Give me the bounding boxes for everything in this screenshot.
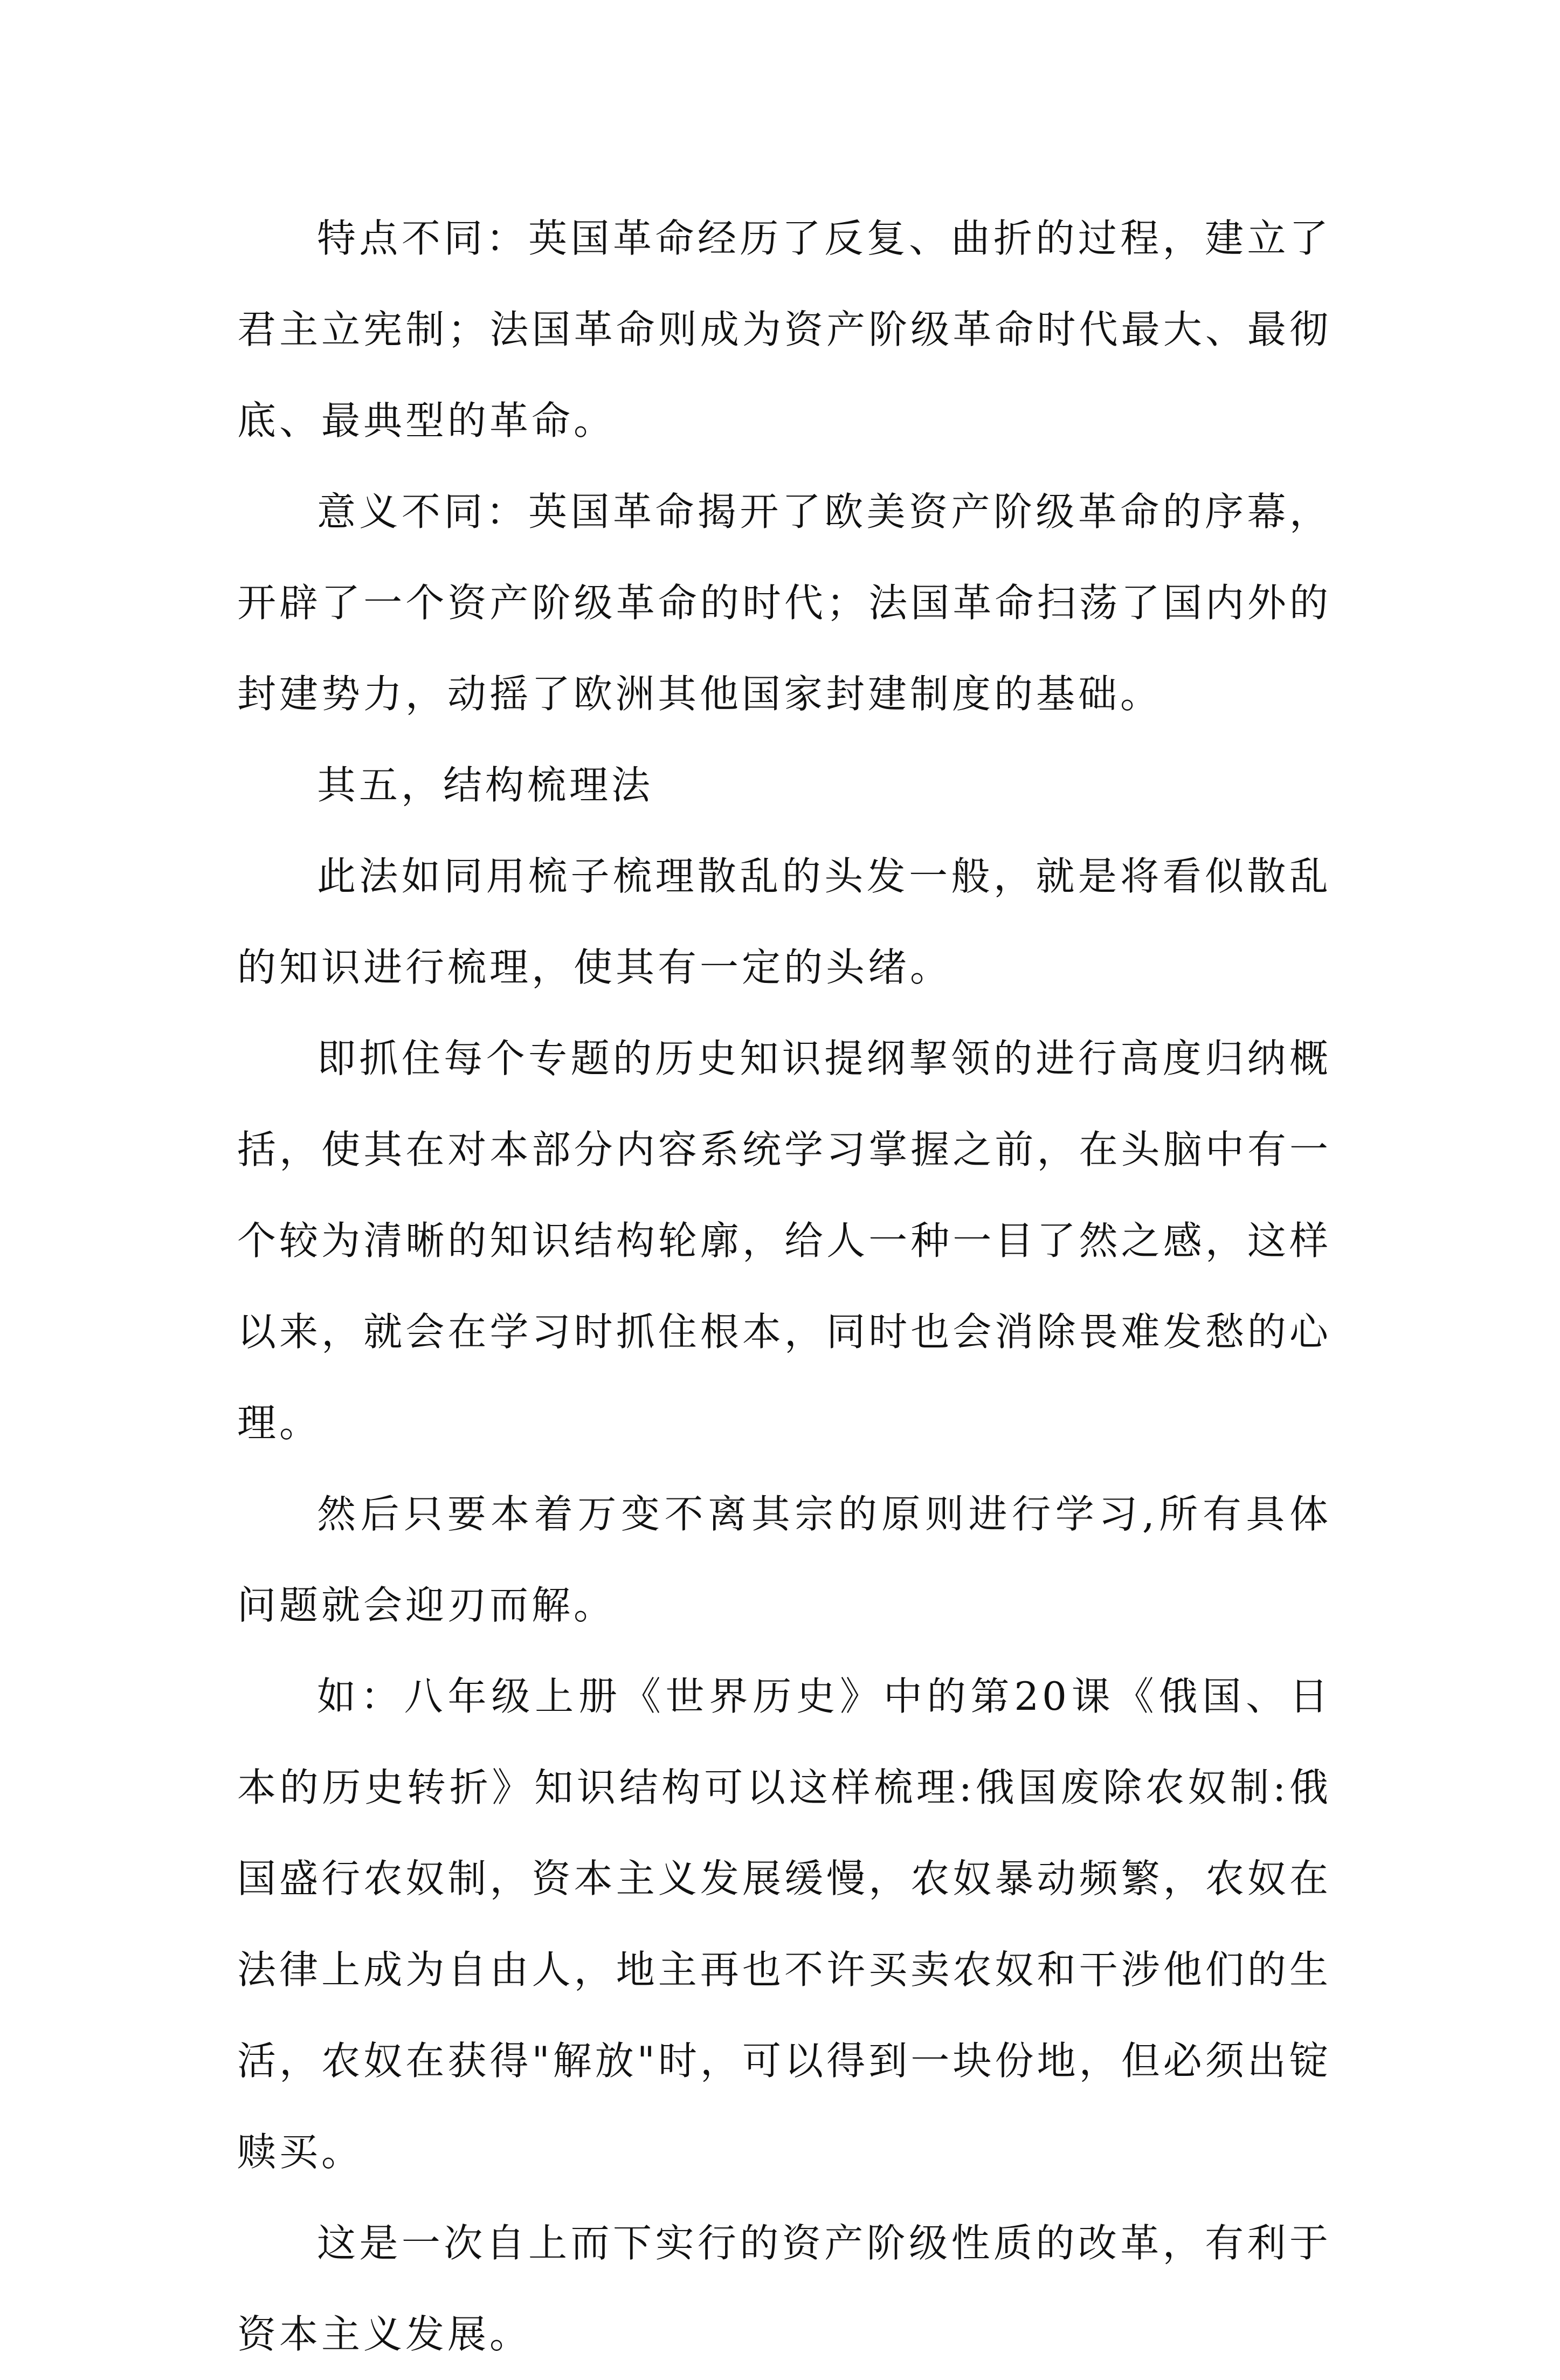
section-heading: 其五，结构梳理法	[317, 762, 654, 808]
paragraph-characteristics: 特点不同：英国革命经历了反复、曲折的过程，建立了君主立宪制；法国革命则成为资产阶级革命时代最大、最彻底、最典型的革命。	[237, 216, 1331, 443]
paragraph-method-detail: 即抓住每个专题的历史知识提纲挈领的进行高度归纳概括，使其在对本部分内容系统学习掌握之前，在头脑中有一个较为清晰的知识结构轮廓，给人一种一目了然之感，这样以来，就会在学习时抓住根本，同时也会消除畏难发愁的心理。	[237, 1036, 1331, 1446]
paragraph-method-intro: 此法如同用梳子梳理散乱的头发一般，就是将看似散乱的知识进行梳理，使其有一定的头绪。	[237, 854, 1331, 990]
paragraph-conclusion: 这是一次自上而下实行的资产阶级性质的改革，有利于资本主义发展。	[237, 2220, 1331, 2357]
document-body	[237, 193, 1331, 2380]
paragraph-principle: 然后只要本着万变不离其宗的原则进行学习,所有具体问题就会迎刃而解。	[237, 1491, 1331, 1628]
paragraph-example: 如：八年级上册《世界历史》中的第20课《俄国、日本的历史转折》知识结构可以这样梳理:俄国废除农奴制:俄国盛行农奴制，资本主义发展缓慢，农奴暴动频繁，农奴在法律上成为自由人，地主再也不许买卖农奴和干涉他们的生活，农奴在获得"解放"时，可以得到一块份地，但必须出锭赎买。	[237, 1674, 1331, 2175]
paragraph-significance: 意义不同：英国革命揭开了欧美资产阶级革命的序幕，开辟了一个资产阶级革命的时代；法国革命扫荡了国内外的封建势力，动摇了欧洲其他国家封建制度的基础。	[237, 489, 1331, 717]
